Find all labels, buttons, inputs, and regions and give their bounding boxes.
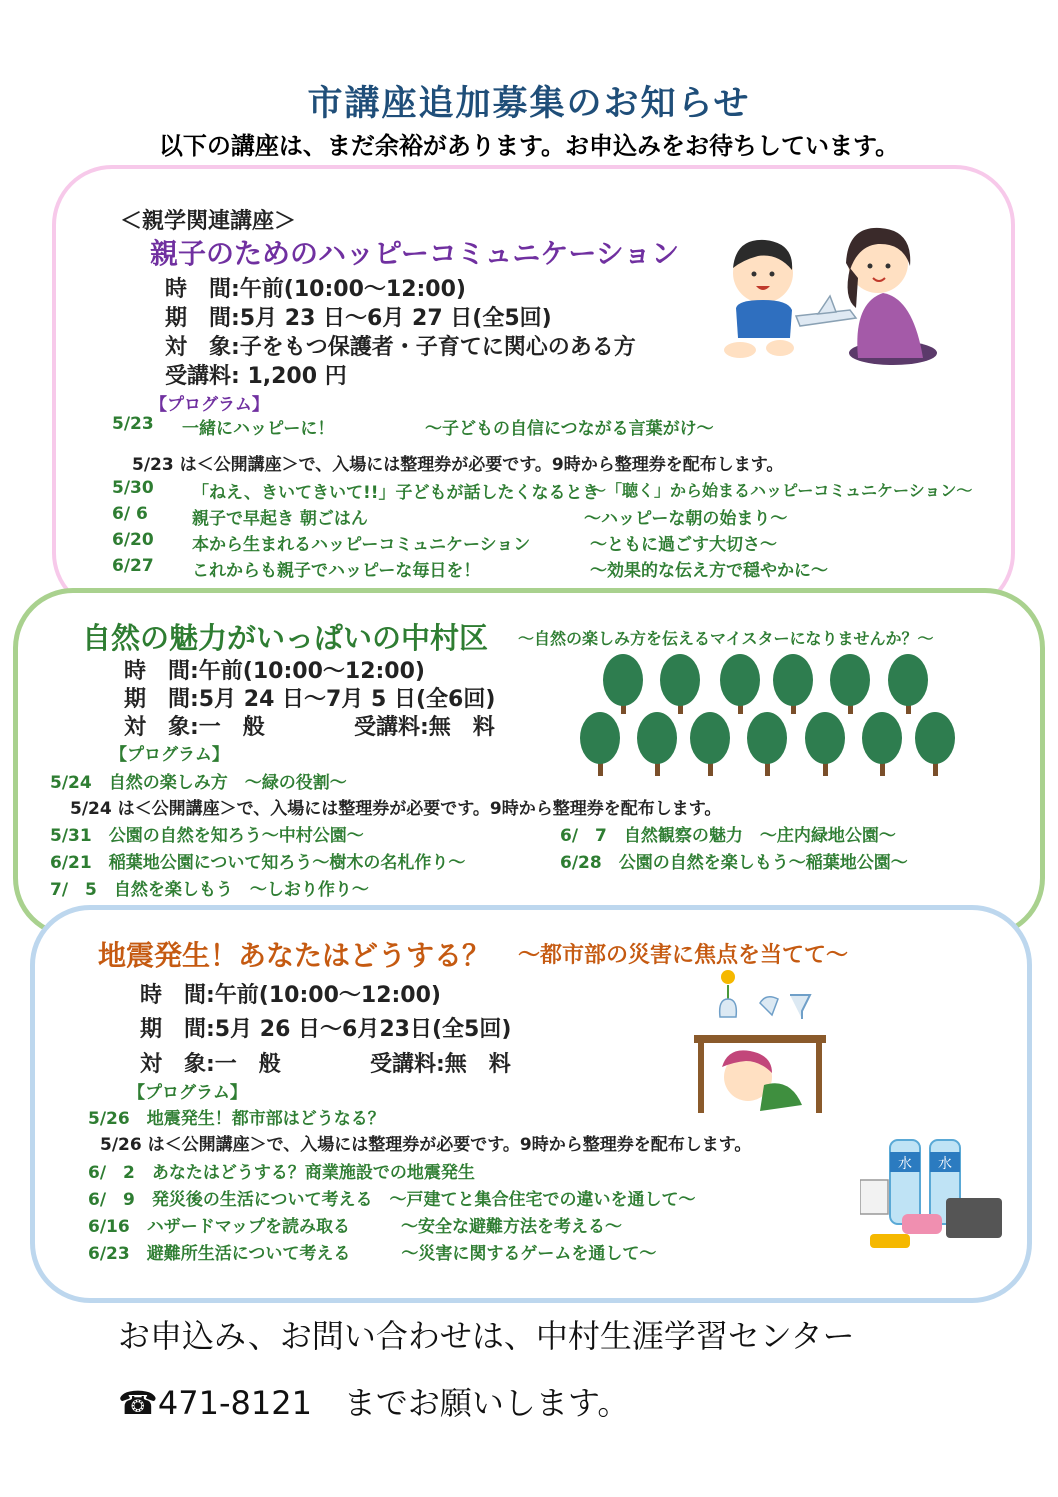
course2-fee: 受講料:無 料 xyxy=(354,715,495,740)
course3-program-item: 5/26 地震発生！都市部はどうなる？ xyxy=(88,1109,385,1129)
page-subtitle: 以下の講座は、まだ余裕があります。お申込みをお待ちしています。 xyxy=(158,132,900,160)
course2-program-item: 7/ 5 自然を楽しもう ～しおり作り～ xyxy=(50,880,369,900)
phone-icon: ☎ xyxy=(118,1384,158,1422)
course2-program-label: 【プログラム】 xyxy=(110,745,229,765)
course3-note: 5/26 は＜公開講座＞で、入場には整理券が必要です。9時から整理券を配布します。 xyxy=(100,1135,752,1155)
course2-program-item: 6/28 公園の自然を楽しもう～稲葉地公園～ xyxy=(560,853,908,873)
course2-target: 対 象:一 般 xyxy=(124,715,265,740)
course2-time: 時 間:午前(10:00～12:00) xyxy=(124,659,425,684)
course1-program-sub: ～効果的な伝え方で穏やかに～ xyxy=(590,561,828,581)
course1-note: 5/23 は＜公開講座＞で、入場には整理券が必要です。9時から整理券を配布します。 xyxy=(132,455,784,475)
course2-program-item: 6/ 7 自然観察の魅力 ～庄内緑地公園～ xyxy=(560,826,896,846)
page-title: 市講座追加募集のお知らせ xyxy=(307,84,751,124)
course1-program-sub: ～「聴く」から始まるハッピーコミュニケーション～ xyxy=(590,481,973,500)
emergency-supplies-illustration xyxy=(860,1122,1010,1258)
course1-target: 対 象:子をもつ保護者・子育てに関心のある方 xyxy=(165,335,636,360)
course2-tagline: ～自然の楽しみ方を伝えるマイスターになりませんか？～ xyxy=(518,629,934,648)
course1-program-topic: 親子で早起き 朝ごはん xyxy=(192,509,368,529)
water-bottle-label: 水 xyxy=(898,1156,912,1172)
course3-fee: 受講料:無 料 xyxy=(370,1052,511,1077)
footer-contact: お申込み、お問い合わせは、中村生涯学習センター xyxy=(118,1317,855,1355)
course3-program-item: 6/ 9 発災後の生活について考える ～戸建てと集合住宅での違いを通して～ xyxy=(88,1190,696,1210)
course1-fee: 受講料: 1,200 円 xyxy=(165,364,347,389)
course3-program-item: 6/ 2 あなたはどうする？商業施設での地震発生 xyxy=(88,1163,475,1183)
course1-program-topic: 一緒にハッピーに！ xyxy=(182,419,335,439)
course2-period: 期 間:5月 24 日～7月 5 日(全6回) xyxy=(124,687,496,712)
course1-program-date: 6/20 xyxy=(112,530,154,550)
course1-title: 親子のためのハッピーコミュニケーション xyxy=(150,237,680,270)
course1-program-date: 5/23 xyxy=(112,414,154,434)
course2-note: 5/24 は＜公開講座＞で、入場には整理券が必要です。9時から整理券を配布します。 xyxy=(70,799,722,819)
course1-program-sub: ～子どもの自信につながる言葉がけ～ xyxy=(425,419,714,439)
course1-program-topic: 「ねえ、きいてきいて!!」子どもが話したくなるとき xyxy=(192,483,600,503)
course1-program-date: 6/ 6 xyxy=(112,504,148,524)
course1-period: 期 間:5月 23 日～6月 27 日(全5回) xyxy=(165,306,552,331)
course1-program-topic: これからも親子でハッピーな毎日を！ xyxy=(192,561,481,581)
course3-program-label: 【プログラム】 xyxy=(128,1083,247,1103)
course1-time: 時 間:午前(10:00～12:00) xyxy=(165,277,466,302)
course3-program-item: 6/23 避難所生活について考える ～災害に関するゲームを通して～ xyxy=(88,1244,657,1264)
course2-program-item: 6/21 稲葉地公園について知ろう～樹木の名札作り～ xyxy=(50,853,466,873)
footer-phone-line xyxy=(118,1378,629,1424)
course3-target: 対 象:一 般 xyxy=(140,1052,281,1077)
footer-phone: 471-8121 までお願いします。 xyxy=(157,1384,630,1422)
mother-child-illustration xyxy=(718,208,940,368)
water-bottle-label: 水 xyxy=(938,1156,952,1172)
course3-period: 期 間:5月 26 日～6月23日(全5回) xyxy=(140,1017,512,1042)
course2-program-item: 5/24 自然の楽しみ方 ～緑の役割～ xyxy=(50,773,347,793)
course3-time: 時 間:午前(10:00～12:00) xyxy=(140,983,441,1008)
forest-illustration xyxy=(575,652,975,782)
course2-title: 自然の魅力がいっぱいの中村区 xyxy=(82,621,489,655)
course1-program-topic: 本から生まれるハッピーコミュニケーション xyxy=(192,535,531,555)
course1-program-label: 【プログラム】 xyxy=(150,395,269,415)
earthquake-table-illustration xyxy=(680,965,840,1125)
course1-category: ＜親学関連講座＞ xyxy=(120,209,297,234)
course3-program-item: 6/16 ハザードマップを読み取る ～安全な避難方法を考える～ xyxy=(88,1217,623,1237)
course1-program-sub: ～ともに過ごす大切さ～ xyxy=(590,535,777,555)
course3-title: 地震発生！あなたはどうする？ xyxy=(98,939,491,972)
course2-program-item: 5/31 公園の自然を知ろう～中村公園～ xyxy=(50,826,364,846)
course1-program-date: 5/30 xyxy=(112,478,154,498)
course1-program-sub: ～ハッピーな朝の始まり～ xyxy=(584,509,788,529)
course3-tagline: ～都市部の災害に焦点を当てて～ xyxy=(518,943,849,968)
course1-program-date: 6/27 xyxy=(112,556,154,576)
